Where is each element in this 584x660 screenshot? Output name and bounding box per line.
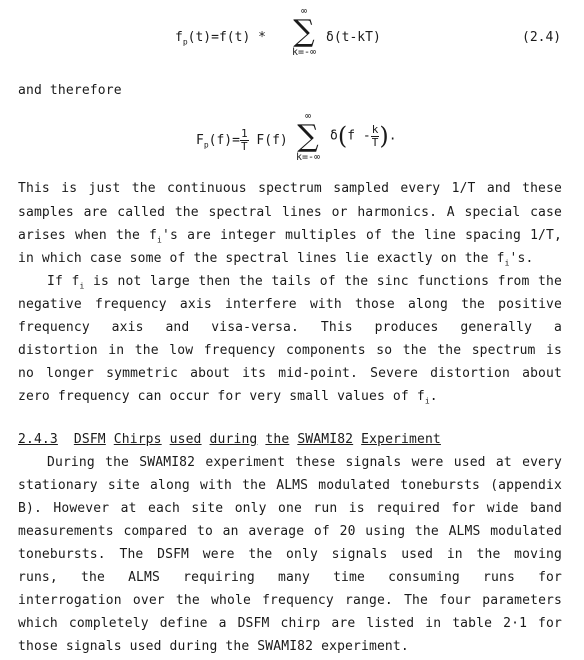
para1-line-4	[18, 251, 533, 268]
eq2-tail: .	[388, 128, 397, 144]
para2-line-4: distortion in the low frequency components so the the spectrum is	[18, 343, 562, 358]
heading-word: used	[169, 432, 202, 447]
para3-line-2: stationary site along with the ALMS modulated tonebursts (appendix	[18, 478, 562, 493]
eq2-mid: F(f)	[256, 133, 288, 148]
heading-word: Experiment	[361, 432, 441, 447]
section-heading	[18, 432, 441, 447]
para2-line-6b: .	[429, 389, 438, 404]
para3-line-3: B). However at each site only one run is required for wide band	[18, 501, 562, 516]
para2-line-3: frequency axis and visa-versa. This produces generally a	[18, 320, 562, 335]
heading-word: SWAMI82	[297, 432, 354, 447]
eq2-delta: δ	[330, 128, 338, 144]
eq2-inner-num: k	[371, 122, 379, 136]
para2-line-6a: zero frequency can occur for very small values of f	[18, 389, 425, 404]
para1-line-3a: arises when the f	[18, 228, 158, 243]
eq2-inner-den: T	[371, 135, 379, 149]
eq1-lhs-sub: p	[182, 37, 188, 47]
eq2-sum-top: ∞	[304, 111, 312, 122]
eq1-lhs: f	[175, 30, 183, 45]
para1-line-3	[18, 228, 562, 245]
eq1-summation	[284, 6, 324, 58]
eq1-sum-bottom: k=-∞	[291, 47, 317, 58]
eq1-rhs	[326, 30, 381, 45]
para3-line-1: During the SWAMI82 experiment these signals were used at every	[47, 455, 562, 470]
eq1-rhs-text: δ(t-kT)	[326, 30, 381, 45]
para2-line-1a: If f	[47, 274, 80, 289]
equation-2-4	[175, 30, 266, 47]
para3-line-4: measurements compared to an average of 20 using the ALMS modulated	[18, 524, 562, 539]
eq2-fraction	[240, 128, 249, 153]
sub-i: i	[79, 281, 85, 291]
para1-line-3b: 's are integer multiples of the line spacing 1/T,	[162, 228, 562, 243]
para2-line-2: negative frequency axis interfere with those along the positive	[18, 297, 562, 312]
eq1-sum-top: ∞	[300, 6, 308, 17]
para3-line-6: runs, the ALMS requiring many time consuming runs for	[18, 570, 562, 585]
eq2-lhs-rest: (f)=	[208, 133, 240, 148]
para3-line-7: interrogation over the whole frequency range. The four parameters	[18, 593, 562, 608]
heading-number: 2.4.3	[18, 432, 58, 447]
para2-line-6	[18, 389, 438, 406]
eq2-frac-num: 1	[240, 127, 248, 140]
para2-line-1b: is not large then the tails of the sinc functions from the	[84, 274, 562, 289]
eq2-inner-left: f -	[347, 128, 371, 144]
para1-line-1: This is just the continuous spectrum sampled every 1/T and these	[18, 181, 562, 196]
sigma-icon: ∑	[293, 14, 315, 49]
eq1-lhs-rest: (t)=f(t) *	[187, 30, 266, 45]
eq2-summation	[288, 111, 328, 163]
right-paren-icon: )	[379, 122, 389, 150]
para3-line-5: tonebursts. The DSFM were the only signals used in the moving	[18, 547, 562, 562]
heading-word: DSFM	[73, 432, 106, 447]
sub-i: i	[157, 235, 162, 245]
para2-line-1	[47, 274, 562, 291]
equation-fp	[196, 128, 288, 153]
heading-word: Chirps	[113, 432, 162, 447]
left-paren-icon: (	[337, 122, 348, 150]
sigma-icon: ∑	[297, 119, 319, 154]
and-therefore-text: and therefore	[18, 83, 122, 98]
eq2-frac-den: T	[240, 140, 248, 153]
heading-word: the	[265, 432, 290, 447]
para1-line-4a: in which case some of the spectral lines lie exactly on the f	[18, 251, 505, 266]
para1-line-2: samples are called the spectral lines or harmonics. A special case	[18, 205, 562, 220]
heading-word: during	[209, 432, 258, 447]
eq2-rhs	[330, 122, 397, 150]
sub-i: i	[504, 258, 510, 268]
para3-line-9: those signals used during the SWAMI82 experiment.	[18, 639, 409, 654]
equation-number: (2.4)	[522, 30, 562, 45]
para1-line-4b: 's.	[509, 251, 534, 266]
eq2-lhs-sub: p	[203, 140, 209, 150]
sub-i: i	[424, 396, 430, 406]
eq2-lhs: F	[196, 133, 204, 148]
eq2-sum-bottom: k=-∞	[295, 152, 321, 163]
para2-line-5: no longer symmetric about its mid-point. Severe distortion about	[18, 366, 562, 381]
para3-line-8: which completely define a DSFM chirp are listed in table 2·1 for	[18, 616, 562, 631]
